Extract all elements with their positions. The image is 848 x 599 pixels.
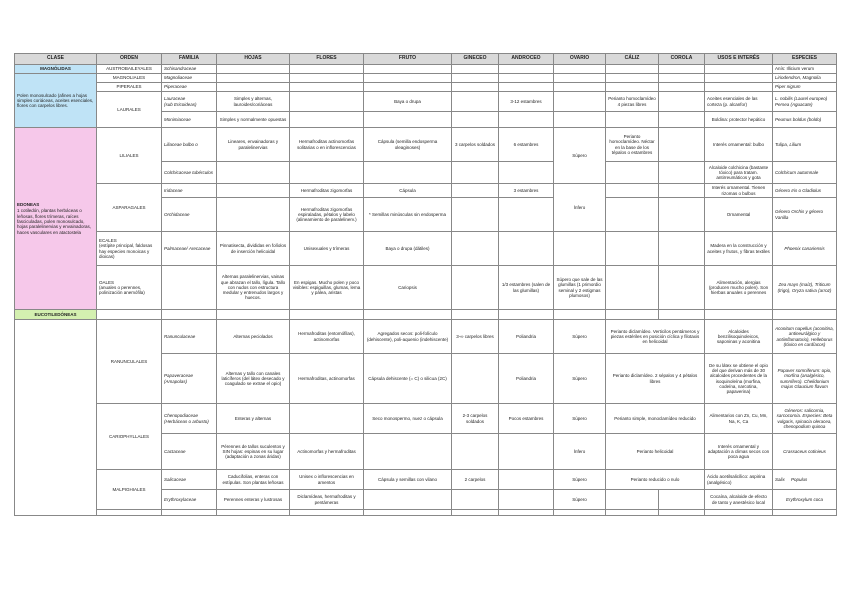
family-cell: Magnoliaceae [162, 74, 217, 83]
flores-cell: Unisexuales y trímeras [290, 232, 364, 266]
androceo-cell: 6 estambres [499, 128, 554, 162]
family-cell: Salicaceae [162, 470, 217, 490]
table-row [15, 128, 837, 162]
uses-cell: Interés ornamental y adaptación a climas secos con poca agua [705, 434, 773, 470]
caliz-cell: Perianto homoclamídeo. Néctar en la base de los tépalos o estambres [606, 128, 659, 162]
clade-desc-magnolidas: Polen monosulcado (afines a hojas simples coriáceas, aceites esenciales, flores con carpelos libres. [15, 74, 97, 128]
fruto-cell: Baya o drupa [364, 92, 452, 112]
flores-cell: Hermafroditas zigomorfas [290, 184, 364, 198]
family-cell: Chenopodiaceae (Herbáceas o arbusto) [162, 404, 217, 434]
androceo-cell: Poliandria [499, 354, 554, 404]
hojas-cell: Enteras y alternas [217, 404, 290, 434]
table-row [15, 74, 837, 83]
family-cell: Lauraceae (sub Ericoideas) [162, 92, 217, 112]
uses-cell: Alcaloide colchicina (bastante tóxico) para tratam. antirreumáticos y gota [705, 162, 773, 184]
uses-cell: Ácido acetilsalicílico: aspirina (analgésico) [705, 470, 773, 490]
header-clase: CLASE [15, 54, 97, 65]
androceo-cell: Poliandria [499, 320, 554, 354]
clade-eudicot-body [15, 320, 97, 516]
family-cell: Monimiaceae [162, 112, 217, 128]
uses-cell: Boldina: protector hepático [705, 112, 773, 128]
ovario-cell: Súpero [554, 404, 606, 434]
family-cell: Orchidaceae [162, 198, 217, 232]
family-cell: Cactaceae [162, 434, 217, 470]
order-cell: ECALES (estípite principal, faldosas hay especies monoicas y dioicas) [97, 232, 162, 266]
table-row [15, 404, 837, 434]
fruto-cell: Cápsula y semillas con vilano [364, 470, 452, 490]
order-cell: AUSTROBAILEYALES [97, 65, 162, 74]
header-androceo: ANDROCEO [499, 54, 554, 65]
fruto-cell: Baya o drupa (dátiles) [364, 232, 452, 266]
caliz-cell: Perianto simple, monoclamídeo reducido [606, 404, 705, 434]
table-row [15, 320, 837, 354]
species-cell: Liriodendron, Magnolia [773, 74, 837, 83]
header-caliz: CÁLIZ [606, 54, 659, 65]
hojas-cell: Alternas peciolados [217, 320, 290, 354]
caliz-cell: Perianto diclamídeo. 2 sépalos y 4 pétalos libres [606, 354, 705, 404]
fruto-cell: Cápsula [364, 184, 452, 198]
table-row [15, 92, 837, 112]
header-usos: USOS E INTERÉS [705, 54, 773, 65]
fruto-cell: Cariopsis [364, 266, 452, 310]
species-cell: Colchicum autumnale [773, 162, 837, 184]
uses-cell: Ornamental [705, 198, 773, 232]
flores-cell: Hermafroditas zigomorfas espiraladas, pétalos y labelo (alineamiento de paralelinerv.) [290, 198, 364, 232]
classification-table-wrapper [14, 53, 836, 516]
gineceo-cell: 2 carpelos [452, 470, 499, 490]
flores-cell: Unisex o inflorescencias en amentos [290, 470, 364, 490]
order-cell: CARIOPHYLLALES [97, 404, 162, 470]
header-ovario: OVARIO [554, 54, 606, 65]
clade-title-eudicot: EUCOTILEDÓNEAS [15, 310, 97, 320]
header-hojas: HOJAS [217, 54, 290, 65]
flores-cell: Hermafroditas actinomorfas solitarias o en inflorescencias [290, 128, 364, 162]
order-cell: MALPIGHIALES [97, 470, 162, 510]
flores-cell: Diclamídeas, hermafroditas y pentámeras [290, 490, 364, 510]
uses-cell: Cocaína, alcaloide de efecto de tanto y anestésico local [705, 490, 773, 510]
uses-cell: Alcaloides benzilisoquinoleicos, saponinas y aconitina [705, 320, 773, 354]
fruto-cell: * Semillas minúsculas sin endosperma [364, 198, 452, 232]
table-row [15, 184, 837, 198]
species-cell: Papaver somniferum: opio, morfina (analgésico, sumnífero). Chelidonium majus Glaucium flavum [773, 354, 837, 404]
species-cell: Anís: Illicium verum [773, 65, 837, 74]
header-flores: FLORES [290, 54, 364, 65]
uses-cell: Interés ornamental. Tienen rizomas o bulbos [705, 184, 773, 198]
species-cell: Género Orchis y género Vanilla [773, 198, 837, 232]
family-cell: Piperaceae [162, 83, 217, 92]
fruto-cell: Cápsula (semilla endosperma oleaginoses) [364, 128, 452, 162]
species-cell: Salix Populus [773, 470, 837, 490]
hojas-cell: Simples y alternas, lauroides/coriáceas [217, 92, 290, 112]
gineceo-cell: 3 carpelos soldados [452, 128, 499, 162]
caliz-cell: Perianto homoclamídeo 4 piezas libres [606, 92, 659, 112]
header-familia: FAMILIA [162, 54, 217, 65]
hojas-cell: Pérennes de tallos suculentos y SIN hojas: espinas en su lugar (adaptación a zonas áridas) [217, 434, 290, 470]
hojas-cell: Caducifolias, enteras con estípulas. Son plantas leñosas [217, 470, 290, 490]
clade-desc-monocot: 1 cotiledón, plantas herbáceas o leñosas, flores trímeras, raíces fasciculadas, polen monosulcado, hojas paralelinervias y envainadoras, haces vasculares en atactostela [17, 208, 92, 235]
family-cell: Palmaceae/ Arecaceae [162, 232, 217, 266]
fruto-cell: Agregados secos: poli-folículo (dehiscente), poli-aquenio (indehiscente) [364, 320, 452, 354]
androceo-cell: 3-12 estambres [499, 92, 554, 112]
order-cell: RANUNCULALES [97, 320, 162, 404]
ovario-cell: Súpero [554, 490, 606, 510]
ovario-cell: Súpero que sale de las glumillas (1 primordio seminal y 2 estigmas plumosos) [554, 266, 606, 310]
flores-cell: Hermafroditas, actinomorfas [290, 354, 364, 404]
flores-cell: Hermafroditas (entomófilas), actinomorfas [290, 320, 364, 354]
caliz-cell: Perianto helicoidal [606, 434, 705, 470]
species-cell: Phoenix canariensis [773, 232, 837, 266]
gineceo-cell: 3-∞ carpelos libres [452, 320, 499, 354]
hojas-cell: Pinnatisecta, divididas en folíolos de inserción helicoidal [217, 232, 290, 266]
table-row [15, 470, 837, 490]
header-row [15, 54, 837, 65]
order-cell: LILIALES [97, 128, 162, 184]
table-row [15, 266, 837, 310]
species-cell: Erythroxylum coca [773, 490, 837, 510]
uses-cell: Aceites esenciales de las corteza (p. alcanfor) [705, 92, 773, 112]
hojas-cell: Lineares, envainadoras y paralelinervias [217, 128, 290, 162]
ovario-cell: Ínfero [554, 184, 606, 232]
header-orden: ORDEN [97, 54, 162, 65]
species-cell: Aconitum napellus (aconitina, antineurálgico y antiinflamatorio), Helleborus (tóxico en cardíacos) [773, 320, 837, 354]
species-cell: Piper nigrum [773, 83, 837, 92]
fruto-cell: Cápsula dehiscente (= C) o silicua (2C) [364, 354, 452, 404]
species-cell: Crassaceus cotinieus [773, 434, 837, 470]
family-cell: Papaveraceae (Amapolas) [162, 354, 217, 404]
species-cell: Género Iris o Gladiolus [773, 184, 837, 198]
table-row [15, 83, 837, 92]
order-cell: MAGNOLIALES [97, 74, 162, 83]
order-cell: OALES (anuales o perennes, polinización anemófila) [97, 266, 162, 310]
family-cell: Liliaceae bulbo o [162, 128, 217, 162]
flores-cell: En espigas. Mucho polen y poco visibles: espiguillas, glumas, lema y pálea, aristas [290, 266, 364, 310]
androceo-cell: Pocos estambres [499, 404, 554, 434]
uses-cell: Alimentación, alergias (producen mucho polen). Son hierbas anuales o perennes [705, 266, 773, 310]
species-cell: Zea mays (maíz), Triticum (trigo), Oryza sativa (arroz) [773, 266, 837, 310]
clade-monocot [15, 128, 97, 310]
header-corola: COROLA [659, 54, 705, 65]
table-row [15, 310, 837, 320]
hojas-cell: Simples y normalmente opuestas [217, 112, 290, 128]
flores-cell: Actinomorfas y hermafroditas [290, 434, 364, 470]
species-cell: Tulipa, Lilium [773, 128, 837, 162]
hojas-cell: Perennes enteras y lustrosas [217, 490, 290, 510]
order-cell: LAURALES [97, 92, 162, 128]
uses-cell: Interés ornamental: bulbo [705, 128, 773, 162]
order-cell: PIPERALES [97, 83, 162, 92]
caliz-cell: Perianto reducido o nulo [606, 470, 705, 490]
species-cell: Géneros: salicornia, sarcocornia. Especies: Beta vulgaris, spinacia oleracea, chenopodium quinoa [773, 404, 837, 434]
species-cell: L. nobilis (Laurel europeo) Persea (Aguacate) [773, 92, 837, 112]
table-row [15, 232, 837, 266]
family-cell: Iridaceae [162, 184, 217, 198]
androceo-cell: 1/3 estambres (salen de las glumillas) [499, 266, 554, 310]
androceo-cell: 3 estambres [499, 184, 554, 198]
family-cell: Colchicaceae tubérculos [162, 162, 217, 184]
table-row [15, 510, 837, 516]
header-fruto: FRUTO [364, 54, 452, 65]
species-cell: Peumus boldus (boldo) [773, 112, 837, 128]
clade-title-magnolidas: MAGNÓLIDAS [15, 65, 97, 74]
hojas-cell: Alternas paralelinervias, vainas que abrazan el tallo, lígula. Tallo con nudos con estructura medular y entrenudos largos y huecos. [217, 266, 290, 310]
order-cell: ASPARAGALES [97, 184, 162, 232]
ovario-cell: Súpero [554, 354, 606, 404]
uses-cell: Alimentarios con Zn, Cu, Mn, Na, K, Ca [705, 404, 773, 434]
family-cell: Erythroxylaceae [162, 490, 217, 510]
ovario-cell: Ínfero [554, 434, 606, 470]
family-cell: Schisandraceae [162, 65, 217, 74]
botany-classification-table [14, 53, 837, 516]
header-gineceo: GINECEO [452, 54, 499, 65]
fruto-cell: Seco monospermo, nuez o cápsula [364, 404, 452, 434]
ovario-cell: Súpero [554, 128, 606, 184]
ovario-cell: Súpero [554, 470, 606, 490]
clade-title-monocot: EDONEAS [17, 202, 40, 208]
hojas-cell: Alternas y tallo con canales laticíferos (del látex desecado y coagulado se extrae el opio) [217, 354, 290, 404]
header-especies: ESPECIES [773, 54, 837, 65]
family-cell: Ranunculaceae [162, 320, 217, 354]
uses-cell: Madera en la construcción y aceites y frutos, y fibras textiles [705, 232, 773, 266]
ovario-cell: Súpero [554, 320, 606, 354]
gineceo-cell: 2-3 carpelos soldados [452, 404, 499, 434]
caliz-cell: Perianto diclamídeo. Verticilos pentámeros y piezas estériles en posición cíclica y filotaxis en helicoidal [606, 320, 705, 354]
uses-cell: De su látex se obtiene el opio del que derivan más de 30 alcaloides procedentes de la isoquinoleína (morfina, codeína, narcotina, papaverina) [705, 354, 773, 404]
table-row [15, 65, 837, 74]
